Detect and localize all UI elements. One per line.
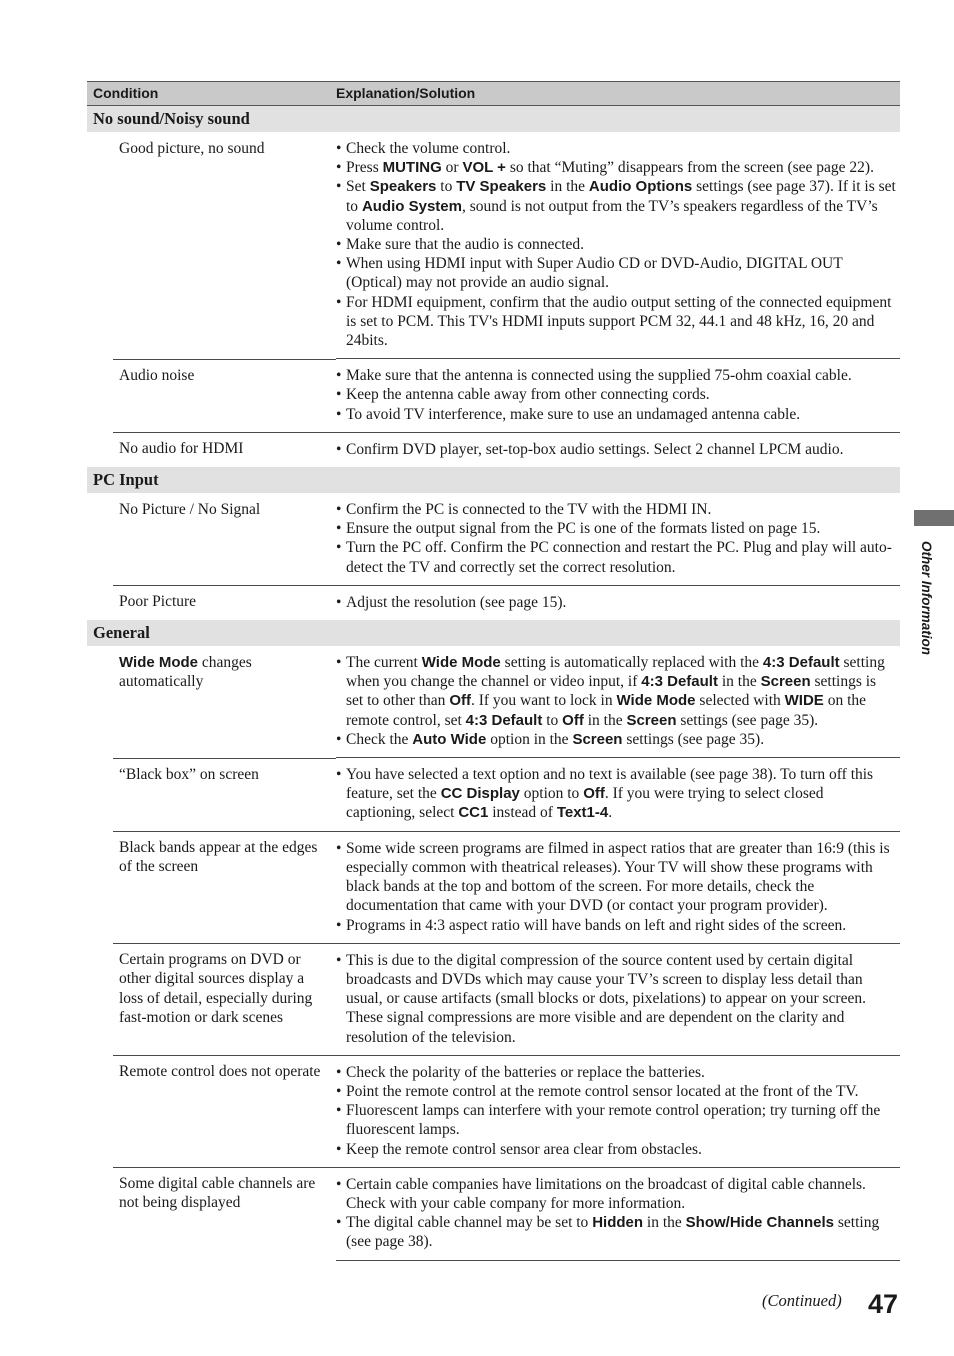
explanation-cell bbox=[336, 493, 900, 585]
text-run: option to bbox=[519, 785, 584, 803]
condition-cell bbox=[87, 493, 336, 585]
text-run: Fluorescent lamps can interfere with your remote control operation; try turning off the fluorescent lamps. bbox=[346, 1102, 881, 1139]
section-title: PC Input bbox=[87, 467, 336, 493]
solution-item bbox=[336, 177, 896, 235]
condition-cell bbox=[87, 646, 336, 758]
solution-item bbox=[336, 1082, 896, 1101]
explanation-cell bbox=[336, 359, 900, 433]
continued-note: (Continued) bbox=[762, 1291, 842, 1310]
table-row bbox=[87, 646, 900, 758]
text-run: in the bbox=[546, 178, 589, 196]
solution-item bbox=[336, 293, 896, 351]
section-row bbox=[87, 106, 900, 133]
text-run: Some wide screen programs are filmed in aspect ratios that are greater than 16:9 (this is especially common with theatrical releases). Your TV will show these programs with black bands at the top and bottom of the screen. For more details, check the documentation that came with your DVD (or contact your program provider). bbox=[346, 839, 890, 915]
bold-term: TV Speakers bbox=[456, 178, 547, 196]
solution-list bbox=[336, 1175, 896, 1252]
solution-list bbox=[336, 765, 896, 823]
text-run: in the bbox=[717, 673, 761, 691]
text-run: To avoid TV interference, make sure to use an undamaged antenna cable. bbox=[346, 405, 801, 423]
bold-term: Screen bbox=[572, 730, 623, 748]
condition-cell bbox=[87, 831, 336, 943]
text-run: in the bbox=[643, 1214, 686, 1232]
text-run: settings is set to other than bbox=[346, 673, 877, 710]
text-run: so that “Muting” disappears from the screen (see page 22). bbox=[505, 159, 874, 177]
solution-item bbox=[336, 730, 896, 749]
bold-term: CC Display bbox=[440, 785, 520, 803]
table-row bbox=[87, 493, 900, 585]
text-run: “Black box” on screen bbox=[119, 765, 259, 783]
solution-item bbox=[336, 158, 896, 177]
table-row bbox=[87, 432, 900, 467]
text-run: Keep the remote control sensor area clear from obstacles. bbox=[346, 1140, 702, 1158]
bold-term: Audio System bbox=[361, 197, 462, 215]
text-run: Confirm DVD player, set-top-box audio settings. Select 2 channel LPCM audio. bbox=[346, 440, 844, 458]
solution-list bbox=[336, 1063, 896, 1159]
text-run: on the remote control, set bbox=[346, 692, 866, 729]
table-header-row bbox=[87, 82, 900, 106]
table-body bbox=[87, 82, 900, 1261]
text-run: changes automatically bbox=[119, 654, 252, 691]
bold-term: Speakers bbox=[369, 178, 437, 196]
text-run: instead of bbox=[488, 804, 557, 822]
bold-term: 4:3 Default bbox=[762, 654, 840, 672]
explanation-cell bbox=[336, 132, 900, 359]
solution-list bbox=[336, 139, 896, 350]
bold-term: 4:3 Default bbox=[641, 673, 718, 691]
text-run: setting is automatically replaced with the bbox=[500, 654, 763, 672]
solution-list bbox=[336, 366, 896, 424]
page-number: 47 bbox=[868, 1289, 899, 1319]
bold-term: Screen bbox=[626, 711, 677, 729]
side-tab-marker bbox=[914, 510, 954, 526]
text-run: or bbox=[441, 159, 463, 177]
header-condition: Condition bbox=[87, 82, 336, 106]
bold-term: 4:3 Default bbox=[465, 711, 543, 729]
bold-term: Off bbox=[562, 711, 584, 729]
solution-item bbox=[336, 1175, 896, 1213]
text-run: Point the remote control at the remote control sensor located at the front of the TV. bbox=[346, 1082, 859, 1100]
explanation-cell bbox=[336, 943, 900, 1055]
text-run: Check the polarity of the batteries or replace the batteries. bbox=[346, 1063, 705, 1081]
solution-item bbox=[336, 366, 896, 385]
solution-item bbox=[336, 839, 896, 916]
text-run: Programs in 4:3 aspect ratio will have bands on left and right sides of the screen. bbox=[346, 916, 847, 934]
solution-item bbox=[336, 1101, 896, 1139]
bold-term: Show/Hide Channels bbox=[685, 1214, 835, 1232]
solution-item bbox=[336, 538, 896, 576]
text-run: No Picture / No Signal bbox=[119, 501, 261, 519]
solution-item bbox=[336, 139, 896, 158]
text-run: Make sure that the audio is connected. bbox=[346, 236, 585, 254]
solution-item bbox=[336, 254, 896, 292]
text-run: Certain programs on DVD or other digital sources display a loss of detail, especially during fast-motion or dark scenes bbox=[119, 951, 313, 1026]
text-run: . If you were trying to select closed captioning, select bbox=[346, 785, 824, 822]
solution-item bbox=[336, 385, 896, 404]
solution-item bbox=[336, 1063, 896, 1082]
text-run: settings (see page 35). bbox=[676, 711, 819, 729]
text-run: settings (see page 37). If it is set to bbox=[346, 178, 896, 215]
solution-item bbox=[336, 500, 896, 519]
text-run: . If you want to lock in bbox=[470, 692, 617, 710]
text-run: Press bbox=[346, 159, 383, 177]
text-run: selected with bbox=[695, 692, 785, 710]
text-run: The current bbox=[346, 654, 422, 672]
text-run: For HDMI equipment, confirm that the audio output setting of the connected equipment is set to PCM. This TV's HDMI inputs support PCM 32, 44.1 and 48 kHz, 16, 20 and 24bits. bbox=[346, 293, 892, 350]
text-run: Confirm the PC is connected to the TV with the HDMI IN. bbox=[346, 501, 712, 519]
text-run: Ensure the output signal from the PC is one of the formats listed on page 15. bbox=[346, 520, 821, 538]
bold-term: CC1 bbox=[458, 804, 489, 822]
table-row bbox=[87, 1055, 900, 1167]
section-row bbox=[87, 620, 900, 646]
text-run: Adjust the resolution (see page 15). bbox=[346, 593, 567, 611]
text-run: Make sure that the antenna is connected using the supplied 75-ohm coaxial cable. bbox=[346, 367, 852, 385]
bold-term: Off bbox=[449, 692, 471, 710]
troubleshooting-table bbox=[87, 81, 900, 1261]
text-run: Poor Picture bbox=[119, 593, 197, 611]
side-section-label: Other Information bbox=[919, 541, 934, 655]
solution-item bbox=[336, 916, 896, 935]
bold-term: Audio Options bbox=[588, 178, 693, 196]
text-run: This is due to the digital compression of the source content used by certain digital broadcasts and DVDs which may cause your TV’s screen to display less detail than usual, or cause artifacts (small blocks or dots, pixelations) to appear on your screen. These signal compressions are more visible and are dependent on the clarity and resolution of the television. bbox=[346, 951, 866, 1046]
solution-list bbox=[336, 440, 896, 459]
bold-term: Screen bbox=[760, 673, 811, 691]
section-title-spacer bbox=[336, 106, 900, 133]
condition-cell bbox=[87, 432, 336, 467]
text-run: to bbox=[542, 711, 563, 729]
text-run: You have selected a text option and no text is available (see page 38). To turn off this feature, set the bbox=[346, 766, 874, 803]
solution-item bbox=[336, 653, 896, 730]
bold-term: Text1-4 bbox=[556, 804, 609, 822]
text-run: No audio for HDMI bbox=[119, 440, 244, 458]
text-run: option in the bbox=[486, 730, 573, 748]
section-title-spacer bbox=[336, 620, 900, 646]
text-run: in the bbox=[583, 711, 627, 729]
solution-item bbox=[336, 405, 896, 424]
text-run: Black bands appear at the edges of the screen bbox=[119, 839, 318, 876]
table-row bbox=[87, 585, 900, 620]
text-run: Check the bbox=[346, 730, 413, 748]
explanation-cell bbox=[336, 831, 900, 943]
bold-term: VOL + bbox=[462, 159, 506, 177]
text-run: . bbox=[608, 804, 613, 822]
table-row bbox=[87, 132, 900, 359]
text-run: Check the volume control. bbox=[346, 140, 511, 157]
text-run: , sound is not output from the TV’s speakers regardless of the TV’s volume control. bbox=[346, 197, 878, 234]
bold-term: Off bbox=[583, 785, 605, 803]
condition-cell bbox=[87, 1167, 336, 1260]
table-row bbox=[87, 831, 900, 943]
condition-cell bbox=[87, 1055, 336, 1167]
solution-item bbox=[336, 593, 896, 612]
solution-item bbox=[336, 440, 896, 459]
explanation-cell bbox=[336, 1055, 900, 1167]
solution-item bbox=[336, 765, 896, 823]
solution-item bbox=[336, 235, 896, 254]
solution-item bbox=[336, 951, 896, 1047]
bold-term: MUTING bbox=[382, 159, 442, 177]
solution-list bbox=[336, 951, 896, 1047]
table-row bbox=[87, 1167, 900, 1260]
condition-cell bbox=[87, 359, 336, 433]
solution-item bbox=[336, 1213, 896, 1251]
solution-list bbox=[336, 500, 896, 577]
explanation-cell bbox=[336, 1167, 900, 1260]
text-run: Turn the PC off. Confirm the PC connection and restart the PC. Plug and play will auto-detect the TV and correctly set the correct resolution. bbox=[346, 539, 892, 576]
bold-term: Auto Wide bbox=[412, 730, 487, 748]
text-run: When using HDMI input with Super Audio CD or DVD-Audio, DIGITAL OUT (Optical) may not provide an audio signal. bbox=[346, 255, 843, 292]
header-explanation: Explanation/Solution bbox=[336, 82, 900, 106]
section-title-spacer bbox=[336, 467, 900, 493]
section-title: General bbox=[87, 620, 336, 646]
text-run: settings (see page 35). bbox=[622, 730, 765, 748]
bold-term: Wide Mode bbox=[616, 692, 696, 710]
solution-list bbox=[336, 839, 896, 935]
bold-term: Wide Mode bbox=[421, 654, 501, 672]
condition-cell bbox=[87, 758, 336, 832]
condition-cell bbox=[87, 585, 336, 620]
condition-cell bbox=[87, 132, 336, 359]
solution-list bbox=[336, 593, 896, 612]
section-row bbox=[87, 467, 900, 493]
text-run: to bbox=[436, 178, 457, 196]
solution-item bbox=[336, 1140, 896, 1159]
table-row bbox=[87, 943, 900, 1055]
explanation-cell bbox=[336, 758, 900, 832]
bold-term: WIDE bbox=[784, 692, 824, 710]
section-title: No sound/Noisy sound bbox=[87, 106, 336, 133]
condition-cell bbox=[87, 943, 336, 1055]
explanation-cell bbox=[336, 432, 900, 467]
text-run: Set bbox=[346, 178, 370, 196]
text-run: Certain cable companies have limitations on the broadcast of digital cable channels. Check with your cable company for more information. bbox=[346, 1175, 866, 1212]
text-run: setting when you change the channel or video input, if bbox=[346, 654, 885, 691]
text-run: Some digital cable channels are not being displayed bbox=[119, 1175, 316, 1212]
text-run: setting (see page 38). bbox=[346, 1214, 880, 1251]
solution-list bbox=[336, 653, 896, 749]
bold-term: Hidden bbox=[592, 1214, 644, 1232]
text-run: Keep the antenna cable away from other connecting cords. bbox=[346, 386, 710, 404]
table-row bbox=[87, 359, 900, 433]
explanation-cell bbox=[336, 585, 900, 620]
text-run: The digital cable channel may be set to bbox=[346, 1214, 593, 1232]
text-run: Remote control does not operate bbox=[119, 1063, 321, 1081]
text-run: Good picture, no sound bbox=[119, 140, 265, 157]
explanation-cell bbox=[336, 646, 900, 758]
bold-term: Wide Mode bbox=[119, 654, 199, 672]
table-row bbox=[87, 758, 900, 832]
solution-item bbox=[336, 519, 896, 538]
text-run: Audio noise bbox=[119, 366, 195, 384]
